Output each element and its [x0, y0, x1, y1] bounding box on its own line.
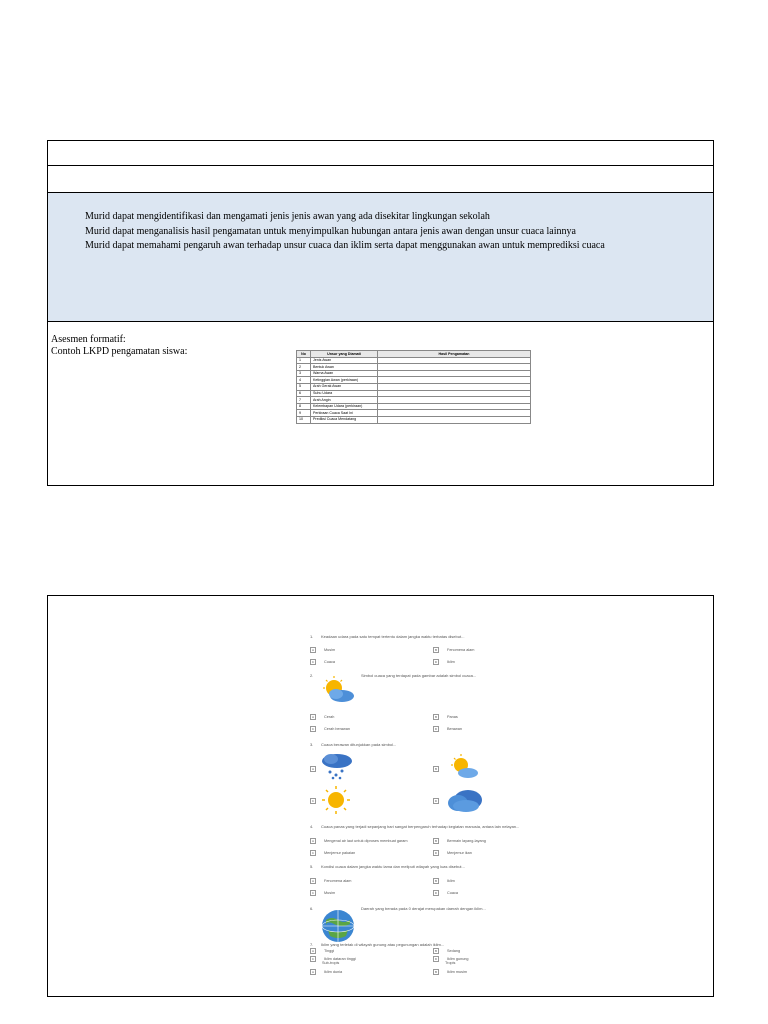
- lkpd-observation-table: [296, 350, 531, 424]
- assessment-section: [48, 322, 713, 497]
- question-number: 4.: [310, 824, 314, 829]
- row-element: Arah Gerak Awan: [311, 383, 378, 390]
- objective-3: Murid dapat memahami pengaruh awan terhadap unsur cuaca dan iklim serta dapat menggunakan awan untuk memprediksi cuaca: [85, 240, 605, 251]
- question-text: Cuaca berawan ditunjukkan pada simbol...: [321, 742, 397, 747]
- lesson-table: [47, 140, 714, 486]
- row-element: Perkiraan Cuaca Saat Ini: [311, 410, 378, 417]
- option-extra: B Iklim musim: [434, 970, 468, 974]
- option-b: B Fenomena alam: [434, 648, 475, 652]
- empty-row-2: [48, 166, 713, 193]
- option-a: A Musim: [311, 648, 336, 652]
- question-text: Iklim yang terletak di wilayah gunung atau pegunungan adalah iklim...: [321, 942, 445, 947]
- row-result: [378, 364, 531, 371]
- question-text: Cuaca panas yang terjadi sepanjang hari sangat berpengaruh terhadap kegiatan manusia, antara lain nelayan...: [321, 824, 520, 829]
- question-text: Daerah yang berada pada 0 derajat merupakan daerah dengan iklim...: [361, 906, 486, 911]
- table-row: [297, 410, 531, 417]
- cloud-icon: [446, 786, 484, 814]
- row-element: Ketinggian Awan (perkiraan): [311, 377, 378, 384]
- row-result: [378, 390, 531, 397]
- row-number: 1: [297, 357, 311, 364]
- row-number: 6: [297, 390, 311, 397]
- quiz-frame: [47, 595, 714, 997]
- question-number: 6.: [310, 906, 314, 911]
- row-element: Arah Angin: [311, 397, 378, 404]
- option-b: B Bermain layang-layang: [434, 839, 486, 843]
- option-c: C Musim: [311, 891, 336, 895]
- rain-cloud-icon: [320, 752, 354, 780]
- option-c: C Cuaca: [311, 660, 335, 664]
- learning-objectives: [48, 193, 713, 322]
- option-d: D Iklim gunung: [434, 957, 469, 961]
- row-number: 2: [297, 364, 311, 371]
- row-number: 10: [297, 416, 311, 423]
- table-row: [297, 403, 531, 410]
- row-result: [378, 383, 531, 390]
- row-element: Bentuk Awan: [311, 364, 378, 371]
- option-c: C Menjemur pakaian: [311, 851, 356, 855]
- option-b: B Sedang: [434, 949, 461, 953]
- option-extra: Sub-tropis: [322, 961, 340, 965]
- option-d: D Iklim: [434, 660, 455, 664]
- table-row: [297, 397, 531, 404]
- row-number: 3: [297, 370, 311, 377]
- row-element: Warna Awan: [311, 370, 378, 377]
- table-row: [297, 364, 531, 371]
- lkpd-label: Contoh LKPD pengamatan siswa:: [51, 345, 188, 357]
- row-result: [378, 410, 531, 417]
- option-b: B Iklim: [434, 879, 455, 883]
- row-element: Kelembapan Udara (perkiraan): [311, 403, 378, 410]
- option-b: B: [434, 767, 437, 771]
- row-result: [378, 377, 531, 384]
- option-d: D Berawan: [434, 727, 462, 731]
- row-number: 4: [297, 377, 311, 384]
- row-result: [378, 416, 531, 423]
- option-d: D Cuaca: [434, 891, 458, 895]
- table-row: [297, 390, 531, 397]
- row-element: Suhu Udara: [311, 390, 378, 397]
- row-element: Prediksi Cuaca Mendatang: [311, 416, 378, 423]
- table-row: [297, 377, 531, 384]
- row-result: [378, 370, 531, 377]
- sun-cloud-icon: [320, 676, 356, 704]
- row-number: 9: [297, 410, 311, 417]
- question-text: Keadaan udara pada satu tempat tertentu dalam jangka waktu terbatas disebut...: [321, 634, 465, 639]
- row-number: 8: [297, 403, 311, 410]
- option-a: A Mengenal air laut untuk diproses membuat garam: [311, 839, 408, 843]
- header-result: Hasil Pengamatan: [378, 351, 531, 358]
- globe-icon: [320, 908, 356, 944]
- table-row: [297, 383, 531, 390]
- option-c: C Cerah berawan: [311, 727, 350, 731]
- header-element: Unsur yang Diamati: [311, 351, 378, 358]
- row-result: [378, 403, 531, 410]
- objective-1: Murid dapat mengidentifikasi dan mengamati jenis jenis awan yang ada disekitar lingkungan sekolah: [85, 211, 490, 222]
- sun-icon: [322, 786, 350, 814]
- option-d: D Menjemur ikan: [434, 851, 472, 855]
- option-a: A Cerah: [311, 715, 335, 719]
- table-row: [297, 357, 531, 364]
- option-a: A Fenomena alam: [311, 879, 352, 883]
- row-result: [378, 357, 531, 364]
- row-number: 5: [297, 383, 311, 390]
- sun-cloud-icon: [449, 754, 479, 780]
- question-number: 3.: [310, 742, 314, 747]
- question-number: 1.: [310, 634, 314, 639]
- table-row: [297, 416, 531, 423]
- objective-2: Murid dapat menganalisis hasil pengamatan untuk menyimpulkan hubungan antara jenis awan dengan unsur cuaca lainnya: [85, 225, 576, 237]
- table-header-row: [297, 351, 531, 358]
- question-number: 5.: [310, 864, 314, 869]
- header-no: No: [297, 351, 311, 358]
- option-extra: A Iklim dunia: [311, 970, 343, 974]
- assessment-label: Asesmen formatif:: [51, 334, 126, 345]
- option-d: D: [434, 799, 438, 803]
- option-extra: Tropis: [445, 961, 456, 965]
- option-c: C Iklim dataran tinggi: [311, 957, 356, 961]
- question-text: Kondisi cuaca dalam jangka waktu lama dan meliputi wilayah yang luas disebut...: [321, 864, 465, 869]
- question-text: Simbol cuaca yang terdapat pada gambar adalah simbol cuaca...: [361, 673, 477, 678]
- table-row: [297, 370, 531, 377]
- row-result: [378, 397, 531, 404]
- row-number: 7: [297, 397, 311, 404]
- question-number: 7.: [310, 942, 314, 947]
- option-c: C: [311, 799, 315, 803]
- empty-row-1: [48, 141, 713, 166]
- row-element: Jenis Awan: [311, 357, 378, 364]
- question-number: 2.: [310, 673, 314, 678]
- option-a: A: [311, 767, 314, 771]
- option-a: A Tinggi: [311, 949, 335, 953]
- option-b: B Panas: [434, 715, 458, 719]
